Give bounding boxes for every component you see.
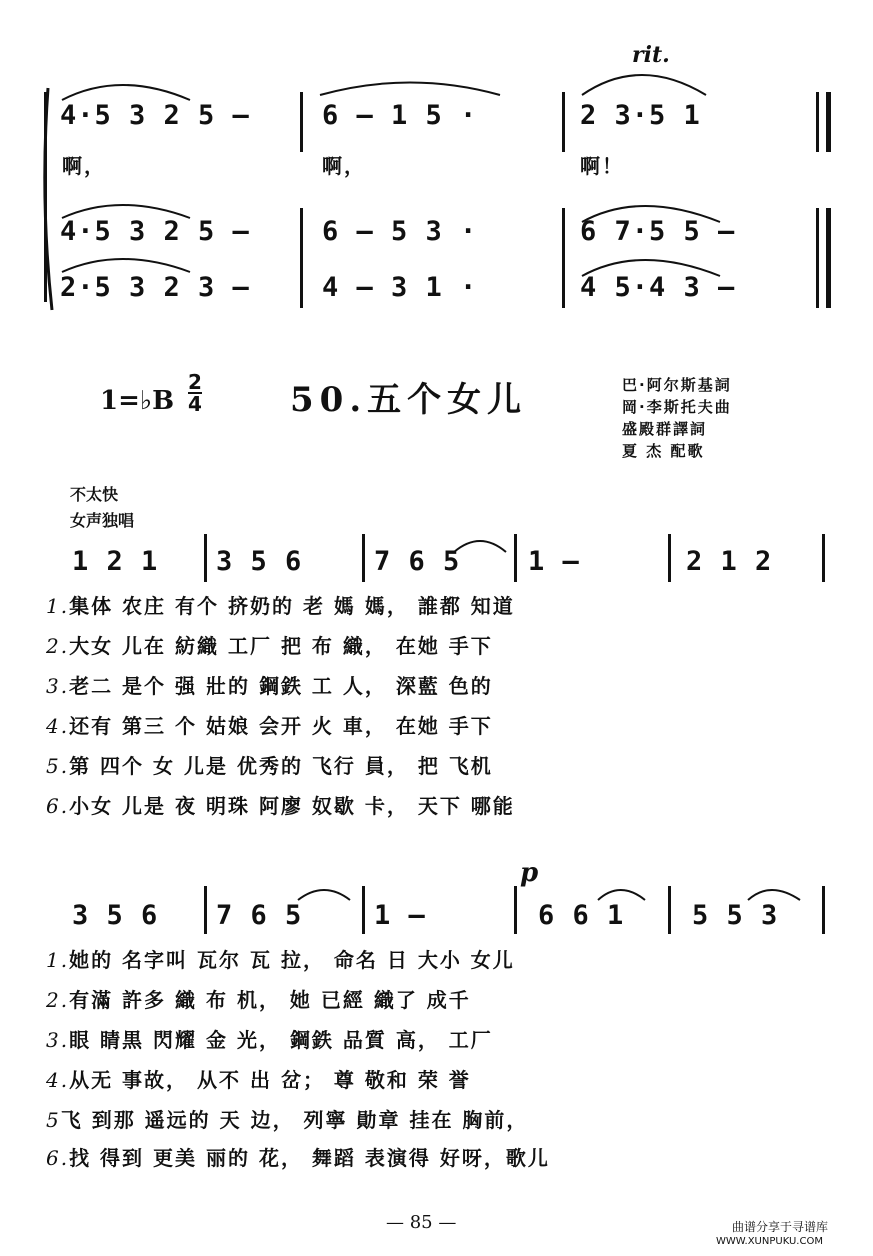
s1-measure5: 2 1 2 xyxy=(686,546,773,577)
s1-measure2: 3 5 6 xyxy=(216,546,303,577)
staff3-measure2: 4 – 3 1 · xyxy=(322,272,478,303)
top-lyric-3: 啊！ xyxy=(580,154,624,178)
key-signature: 1=♭B xyxy=(100,386,175,416)
credit-composer: 岡·李斯托夫曲 xyxy=(622,398,732,416)
barline xyxy=(562,208,565,308)
staff2-measure3: 6 7·5 5 – xyxy=(580,216,736,247)
barline xyxy=(362,886,365,934)
s1-verse-3: 3.老二 是个 强 壯的 鋼鉄 工 人， 深藍 色的 xyxy=(46,674,493,698)
barline xyxy=(300,208,303,308)
s1-measure4: 1 – xyxy=(528,546,580,577)
credit-arranger: 夏 杰 配歌 xyxy=(622,442,705,460)
voice-marking: 女声独唱 xyxy=(70,511,135,530)
credit-lyricist: 巴·阿尔斯基詞 xyxy=(622,376,732,394)
s1-verse-6: 6.小女 儿是 夜 明珠 阿廖 奴歇 卡， 天下 哪能 xyxy=(46,794,515,818)
time-top: 2 xyxy=(188,370,202,394)
s2-verse-5: 5飞 到那 遥远的 天 边， 列寧 勛章 挂在 胸前， xyxy=(46,1108,529,1132)
s1-verse-1: 1.集体 农庄 有个 挤奶的 老 媽 媽， 誰都 知道 xyxy=(46,594,515,618)
staff2-measure2: 6 – 5 3 · xyxy=(322,216,478,247)
barline xyxy=(514,886,517,934)
barline xyxy=(816,92,819,152)
barline xyxy=(300,92,303,152)
barline xyxy=(562,92,565,152)
s1-measure3: 7 6 5 xyxy=(374,546,461,577)
barline xyxy=(514,534,517,582)
watermark-url: WWW.XUNPUKU.COM xyxy=(716,1236,823,1247)
barline xyxy=(668,886,671,934)
s2-verse-1: 1.她的 名字叫 瓦尔 瓦 拉， 命名 日 大小 女儿 xyxy=(46,948,515,972)
barline xyxy=(822,534,825,582)
staff3-measure1: 2·5 3 2 3 – xyxy=(60,272,250,303)
barline xyxy=(204,534,207,582)
top-lyric-1: 啊， xyxy=(62,154,106,178)
watermark-text: 曲谱分享于寻谱库 xyxy=(732,1220,829,1234)
tempo-rit: rit. xyxy=(632,42,670,68)
barline-final xyxy=(826,92,831,152)
barline xyxy=(204,886,207,934)
staff1-measure1: 4·5 3 2 5 – xyxy=(60,100,250,131)
s2-measure2: 7 6 5 xyxy=(216,900,303,931)
staff3-measure3: 4 5·4 3 – xyxy=(580,272,736,303)
s2-measure5: 5 5 3 xyxy=(692,900,779,931)
credit-translator: 盛殿群譯詞 xyxy=(622,420,708,438)
tempo-marking: 不太快 xyxy=(70,485,119,504)
s2-verse-2: 2.有滿 許多 織 布 机， 她 已經 織了 成千 xyxy=(46,988,471,1012)
barline xyxy=(44,92,47,302)
s2-measure1: 3 5 6 xyxy=(72,900,159,931)
barline xyxy=(668,534,671,582)
s1-verse-4: 4.还有 第三 个 姑娘 会开 火 車， 在她 手下 xyxy=(46,714,493,738)
s1-verse-5: 5.第 四个 女 儿是 优秀的 飞行 員， 把 飞机 xyxy=(46,754,493,778)
s1-verse-2: 2.大女 儿在 紡織 工厂 把 布 織， 在她 手下 xyxy=(46,634,493,658)
page-number: — 85 — xyxy=(386,1212,457,1233)
s2-verse-6: 6.找 得到 更美 丽的 花， 舞蹈 表演得 好呀，歌儿 xyxy=(46,1146,550,1170)
staff2-measure1: 4·5 3 2 5 – xyxy=(60,216,250,247)
staff1-measure2: 6 – 1 5 · xyxy=(322,100,478,131)
s2-measure4: 6 6 1 xyxy=(538,900,625,931)
s2-verse-3: 3.眼 睛黒 閃耀 金 光， 鋼鉄 品質 高， 工厂 xyxy=(46,1028,493,1052)
time-bottom: 4 xyxy=(188,392,202,416)
barline-final xyxy=(826,208,831,308)
song-title: 50.五个女儿 xyxy=(290,380,528,420)
s2-measure3: 1 – xyxy=(374,900,426,931)
time-signature xyxy=(188,372,202,414)
staff1-measure3: 2 3·5 1 xyxy=(580,100,701,131)
barline xyxy=(822,886,825,934)
barline xyxy=(816,208,819,308)
s1-measure1: 1 2 1 xyxy=(72,546,159,577)
dynamic-piano: p xyxy=(520,858,539,888)
s2-verse-4: 4.从无 事故， 从不 出 岔； 尊 敬和 荣 誉 xyxy=(46,1068,471,1092)
barline xyxy=(362,534,365,582)
top-lyric-2: 啊， xyxy=(322,154,366,178)
